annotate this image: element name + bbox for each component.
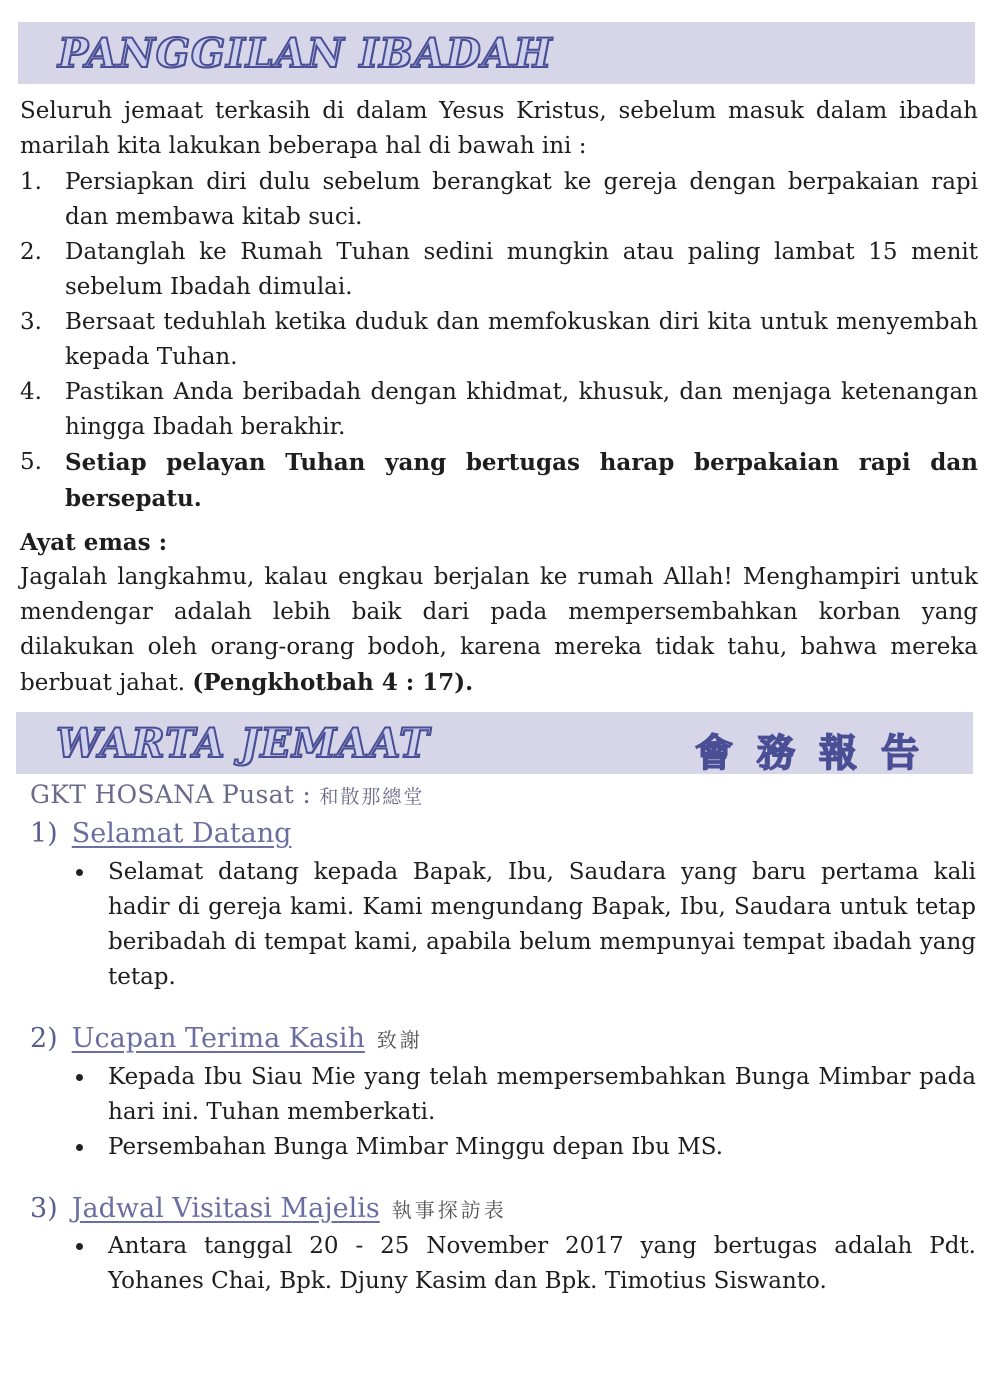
church-name-text: GKT HOSANA Pusat : bbox=[30, 780, 312, 809]
ayat-reference: (Pengkhotbah 4 : 17). bbox=[192, 669, 474, 696]
section-title-cjk: 致謝 bbox=[376, 1028, 423, 1052]
section-title: Selamat Datang bbox=[71, 818, 292, 849]
list-number: 3. bbox=[20, 309, 42, 335]
bullet-text: Kepada Ibu Siau Mie yang telah mempersembahkan Bunga Mimbar pada hari ini. Tuhan memberkati. bbox=[108, 1064, 976, 1125]
list-text: Persiapkan diri dulu sebelum berangkat ke gereja dengan berpakaian rapi dan membawa kitab suci. bbox=[65, 169, 978, 230]
section-jadwal-visitasi bbox=[30, 1193, 507, 1224]
list-item bbox=[20, 165, 978, 235]
church-name bbox=[30, 780, 424, 809]
section-number: 1) bbox=[30, 818, 58, 849]
list-text: Pastikan Anda beribadah dengan khidmat, khusuk, dan menjaga ketenangan hingga Ibadah berakhir. bbox=[65, 379, 978, 440]
list-number: 1. bbox=[20, 169, 42, 195]
panggilan-list bbox=[20, 165, 978, 517]
panggilan-intro: Seluruh jemaat terkasih di dalam Yesus Kristus, sebelum masuk dalam ibadah marilah kita lakukan beberapa hal di bawah ini : bbox=[20, 98, 978, 159]
bullet-item bbox=[74, 1229, 976, 1299]
bullet-icon bbox=[76, 1074, 83, 1081]
list-text: Datanglah ke Rumah Tuhan sedini mungkin atau paling lambat 15 menit sebelum Ibadah dimulai. bbox=[65, 239, 978, 300]
list-number: 5. bbox=[20, 449, 42, 475]
section-number: 2) bbox=[30, 1023, 58, 1054]
bullet-item bbox=[74, 855, 976, 995]
list-item bbox=[20, 375, 978, 445]
list-item bbox=[20, 305, 978, 375]
bullet-icon bbox=[76, 869, 83, 876]
section-title: Jadwal Visitasi Majelis bbox=[71, 1193, 380, 1224]
bullet-item bbox=[74, 1060, 976, 1130]
section-3-bullets bbox=[74, 1229, 976, 1299]
bullet-icon bbox=[76, 1243, 83, 1250]
bullet-text: Persembahan Bunga Mimbar Minggu depan Ibu MS. bbox=[108, 1134, 724, 1160]
section-number: 3) bbox=[30, 1193, 58, 1224]
section-title-cjk: 執事探訪表 bbox=[391, 1198, 507, 1222]
ayat-text: Jagalah langkahmu, kalau engkau berjalan ke rumah Allah! Menghampiri untuk mendengar adalah lebih baik dari pada mempersembahkan korban yang dilakukan oleh orang-orang bodoh, karena mereka tidak tahu, bahwa mereka berbuat jahat. bbox=[20, 564, 978, 696]
list-item bbox=[20, 445, 978, 517]
ayat-paragraph bbox=[20, 560, 978, 701]
list-number: 2. bbox=[20, 239, 42, 265]
panggilan-banner bbox=[18, 22, 975, 84]
section-selamat-datang bbox=[30, 818, 291, 849]
warta-banner bbox=[16, 712, 973, 774]
section-ucapan-terima-kasih bbox=[30, 1023, 423, 1054]
panggilan-title: PANGGILAN IBADAH bbox=[58, 30, 553, 77]
list-text: Bersaat teduhlah ketika duduk dan memfokuskan diri kita untuk menyembah kepada Tuhan. bbox=[65, 309, 978, 370]
section-title: Ucapan Terima Kasih bbox=[71, 1023, 365, 1054]
list-text: Setiap pelayan Tuhan yang bertugas harap berpakaian rapi dan bersepatu. bbox=[65, 449, 978, 512]
ayat-label: Ayat emas : bbox=[20, 529, 168, 556]
list-item bbox=[20, 235, 978, 305]
bullet-text: Antara tanggal 20 - 25 November 2017 yang bertugas adalah Pdt. Yohanes Chai, Bpk. Djuny Kasim dan Bpk. Timotius Siswanto. bbox=[108, 1233, 976, 1294]
warta-title: WARTA JEMAAT bbox=[56, 720, 430, 767]
bullet-item bbox=[74, 1130, 976, 1165]
section-1-bullets bbox=[74, 855, 976, 995]
warta-title-cjk: 會務報告 bbox=[694, 731, 943, 775]
bullet-icon bbox=[76, 1144, 83, 1151]
church-name-cjk: 和散那總堂 bbox=[319, 786, 425, 808]
bullet-text: Selamat datang kepada Bapak, Ibu, Saudara yang baru pertama kali hadir di gereja kami. Kami mengundang Bapak, Ibu, Saudara untuk tetap beribadah di tempat kami, apabila belum mempunyai tempat ibadah yang tetap. bbox=[108, 859, 976, 990]
section-2-bullets bbox=[74, 1060, 976, 1165]
list-number: 4. bbox=[20, 379, 42, 405]
